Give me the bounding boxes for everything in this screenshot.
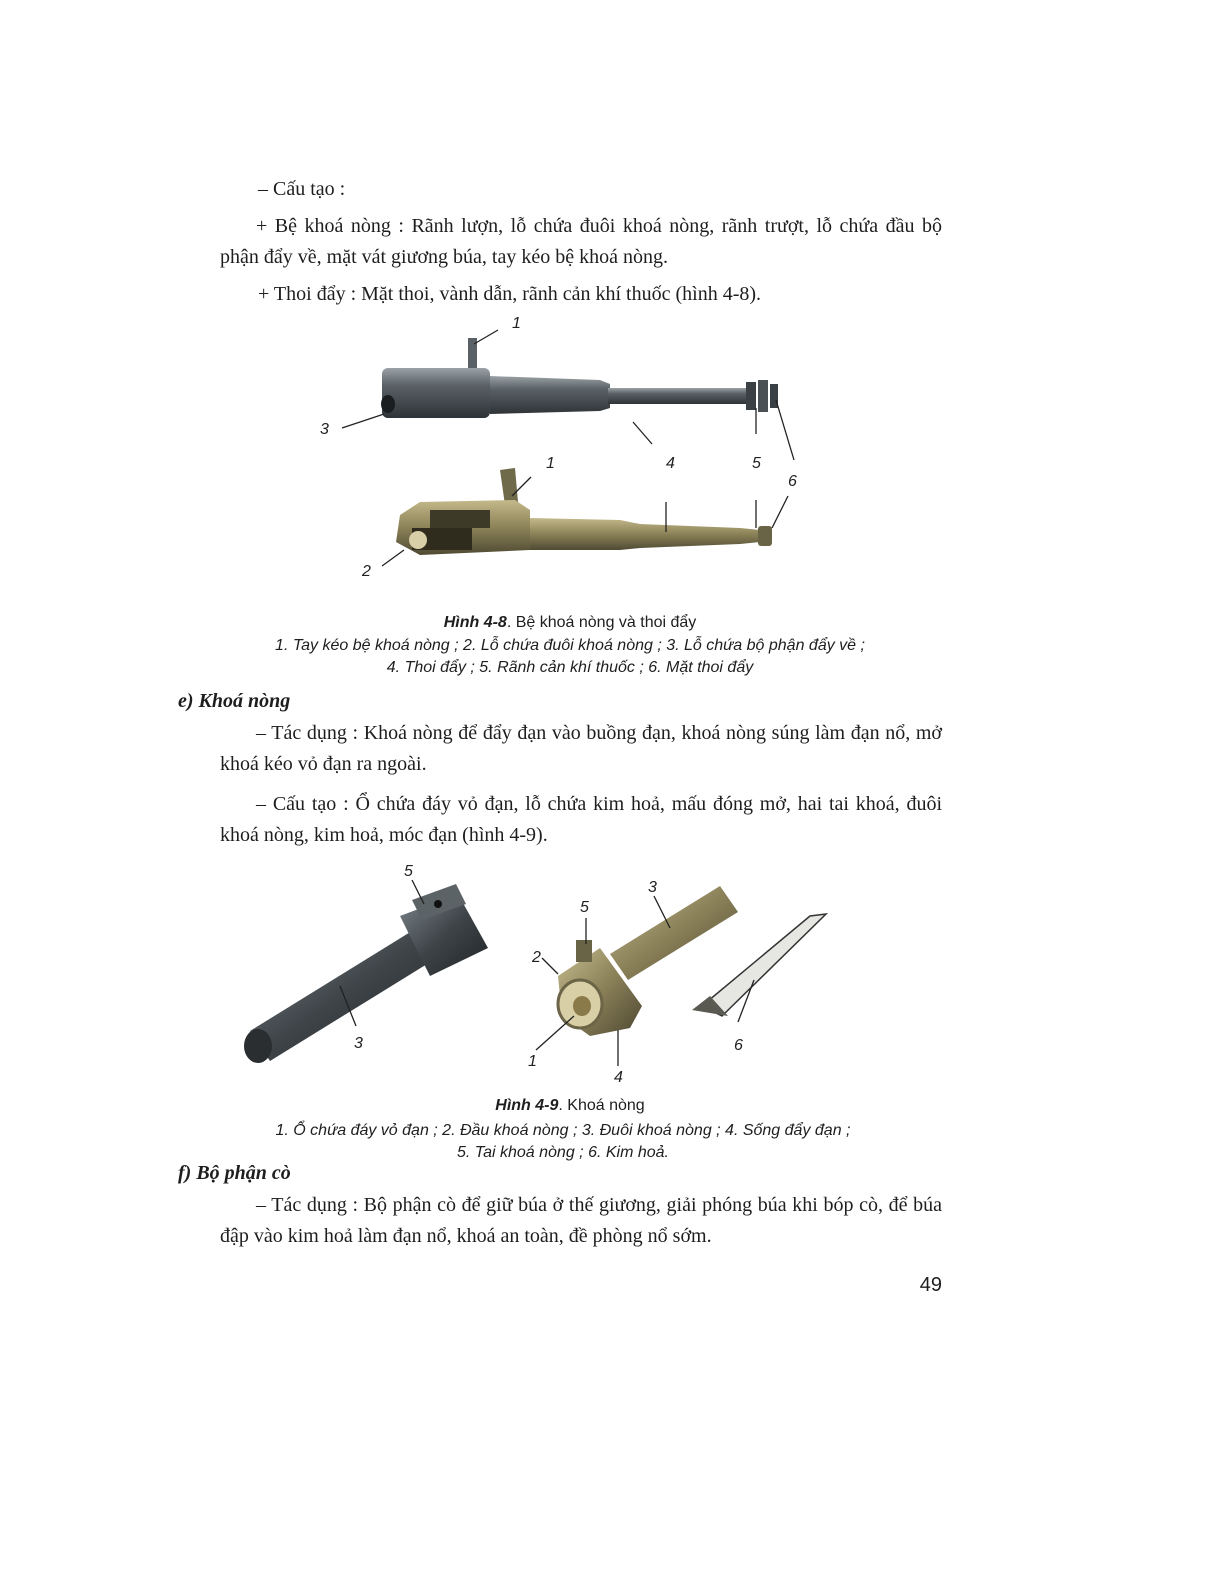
fig-4-9-label-3b: 3 <box>648 879 657 896</box>
bolt-carrier-exterior-drawing <box>381 338 778 418</box>
bolt-exterior-drawing <box>244 884 488 1063</box>
figure-4-8-legend-line-2: 4. Thoi đẩy ; 5. Rãnh cản khí thuốc ; 6. Mặt thoi đẩy <box>386 659 754 676</box>
figure-4-9-title <box>170 1097 970 1115</box>
figure-4-9-legend-line-2: 5. Tai khoá nòng ; 6. Kim hoả. <box>457 1144 669 1161</box>
section-e-tac-dung: – Tác dụng : Khoá nòng để đẩy đạn vào buồng đạn, khoá nòng súng làm đạn nổ, mở khoá kéo vỏ đạn ra ngoài. <box>220 722 942 775</box>
figure-4-8-title-text: . Bệ khoá nòng và thoi đẩy <box>506 614 697 631</box>
fig-4-8-label-1a: 1 <box>512 315 521 332</box>
page-number: 49 <box>919 1274 942 1296</box>
fig-4-8-label-3: 3 <box>320 421 329 438</box>
section-e-heading: e) Khoá nòng <box>178 690 291 712</box>
figure-4-8-legend-line-1: 1. Tay kéo bệ khoá nòng ; 2. Lỗ chứa đuôi khoá nòng ; 3. Lỗ chứa bộ phận đẩy về ; <box>275 637 865 654</box>
firing-pin-drawing <box>692 914 826 1016</box>
fig-4-9-label-4: 4 <box>614 1069 623 1086</box>
figure-4-9 <box>230 856 910 1090</box>
fig-4-8-label-2: 2 <box>362 563 371 580</box>
be-khoa-nong-text: + Bệ khoá nòng : Rãnh lượn, lỗ chứa đuôi khoá nòng, rãnh trượt, lỗ chứa đầu bộ phận đẩy về, mặt vát giương búa, tay kéo bệ khoá nòng. <box>220 215 942 268</box>
section-e-cau-tao: – Cấu tạo : Ổ chứa đáy vỏ đạn, lỗ chứa kim hoả, mấu đóng mở, hai tai khoá, đuôi khoá nòng, kim hoả, móc đạn (hình 4-9). <box>220 793 942 846</box>
fig-4-9-label-5a: 5 <box>404 863 413 880</box>
cau-tao-label: – Cấu tạo : <box>258 178 346 200</box>
section-f-heading: f) Bộ phận cò <box>178 1162 291 1184</box>
fig-4-8-label-5: 5 <box>752 455 761 472</box>
thoi-day-text: + Thoi đẩy : Mặt thoi, vành dẫn, rãnh cản khí thuốc (hình 4-8). <box>258 283 762 305</box>
section-f-tac-dung: – Tác dụng : Bộ phận cò để giữ búa ở thế giương, giải phóng búa khi bóp cò, để búa đập vào kim hoả làm đạn nổ, khoá an toàn, đề phòng nổ sớm. <box>220 1194 942 1247</box>
figure-4-9-title-text: . Khoá nòng <box>558 1097 645 1114</box>
fig-4-8-label-1b: 1 <box>546 455 555 472</box>
figure-4-8-number: Hình 4-8 <box>443 614 507 631</box>
fig-4-9-label-3a: 3 <box>354 1035 363 1052</box>
figure-4-8 <box>300 310 820 600</box>
figure-4-8-title <box>170 614 970 632</box>
fig-4-9-label-6: 6 <box>734 1037 743 1054</box>
fig-4-9-label-5b: 5 <box>580 899 589 916</box>
fig-4-8-label-6: 6 <box>788 473 797 490</box>
fig-4-9-label-1: 1 <box>528 1053 537 1070</box>
fig-4-9-label-2: 2 <box>532 949 541 966</box>
figure-4-9-number: Hình 4-9 <box>495 1097 559 1114</box>
fig-4-8-label-4: 4 <box>666 455 675 472</box>
bolt-carrier-cutaway-drawing <box>396 468 772 555</box>
figure-4-9-legend-line-1: 1. Ổ chứa đáy vỏ đạn ; 2. Đầu khoá nòng ; 3. Đuôi khoá nòng ; 4. Sống đẩy đạn ; <box>275 1122 851 1139</box>
